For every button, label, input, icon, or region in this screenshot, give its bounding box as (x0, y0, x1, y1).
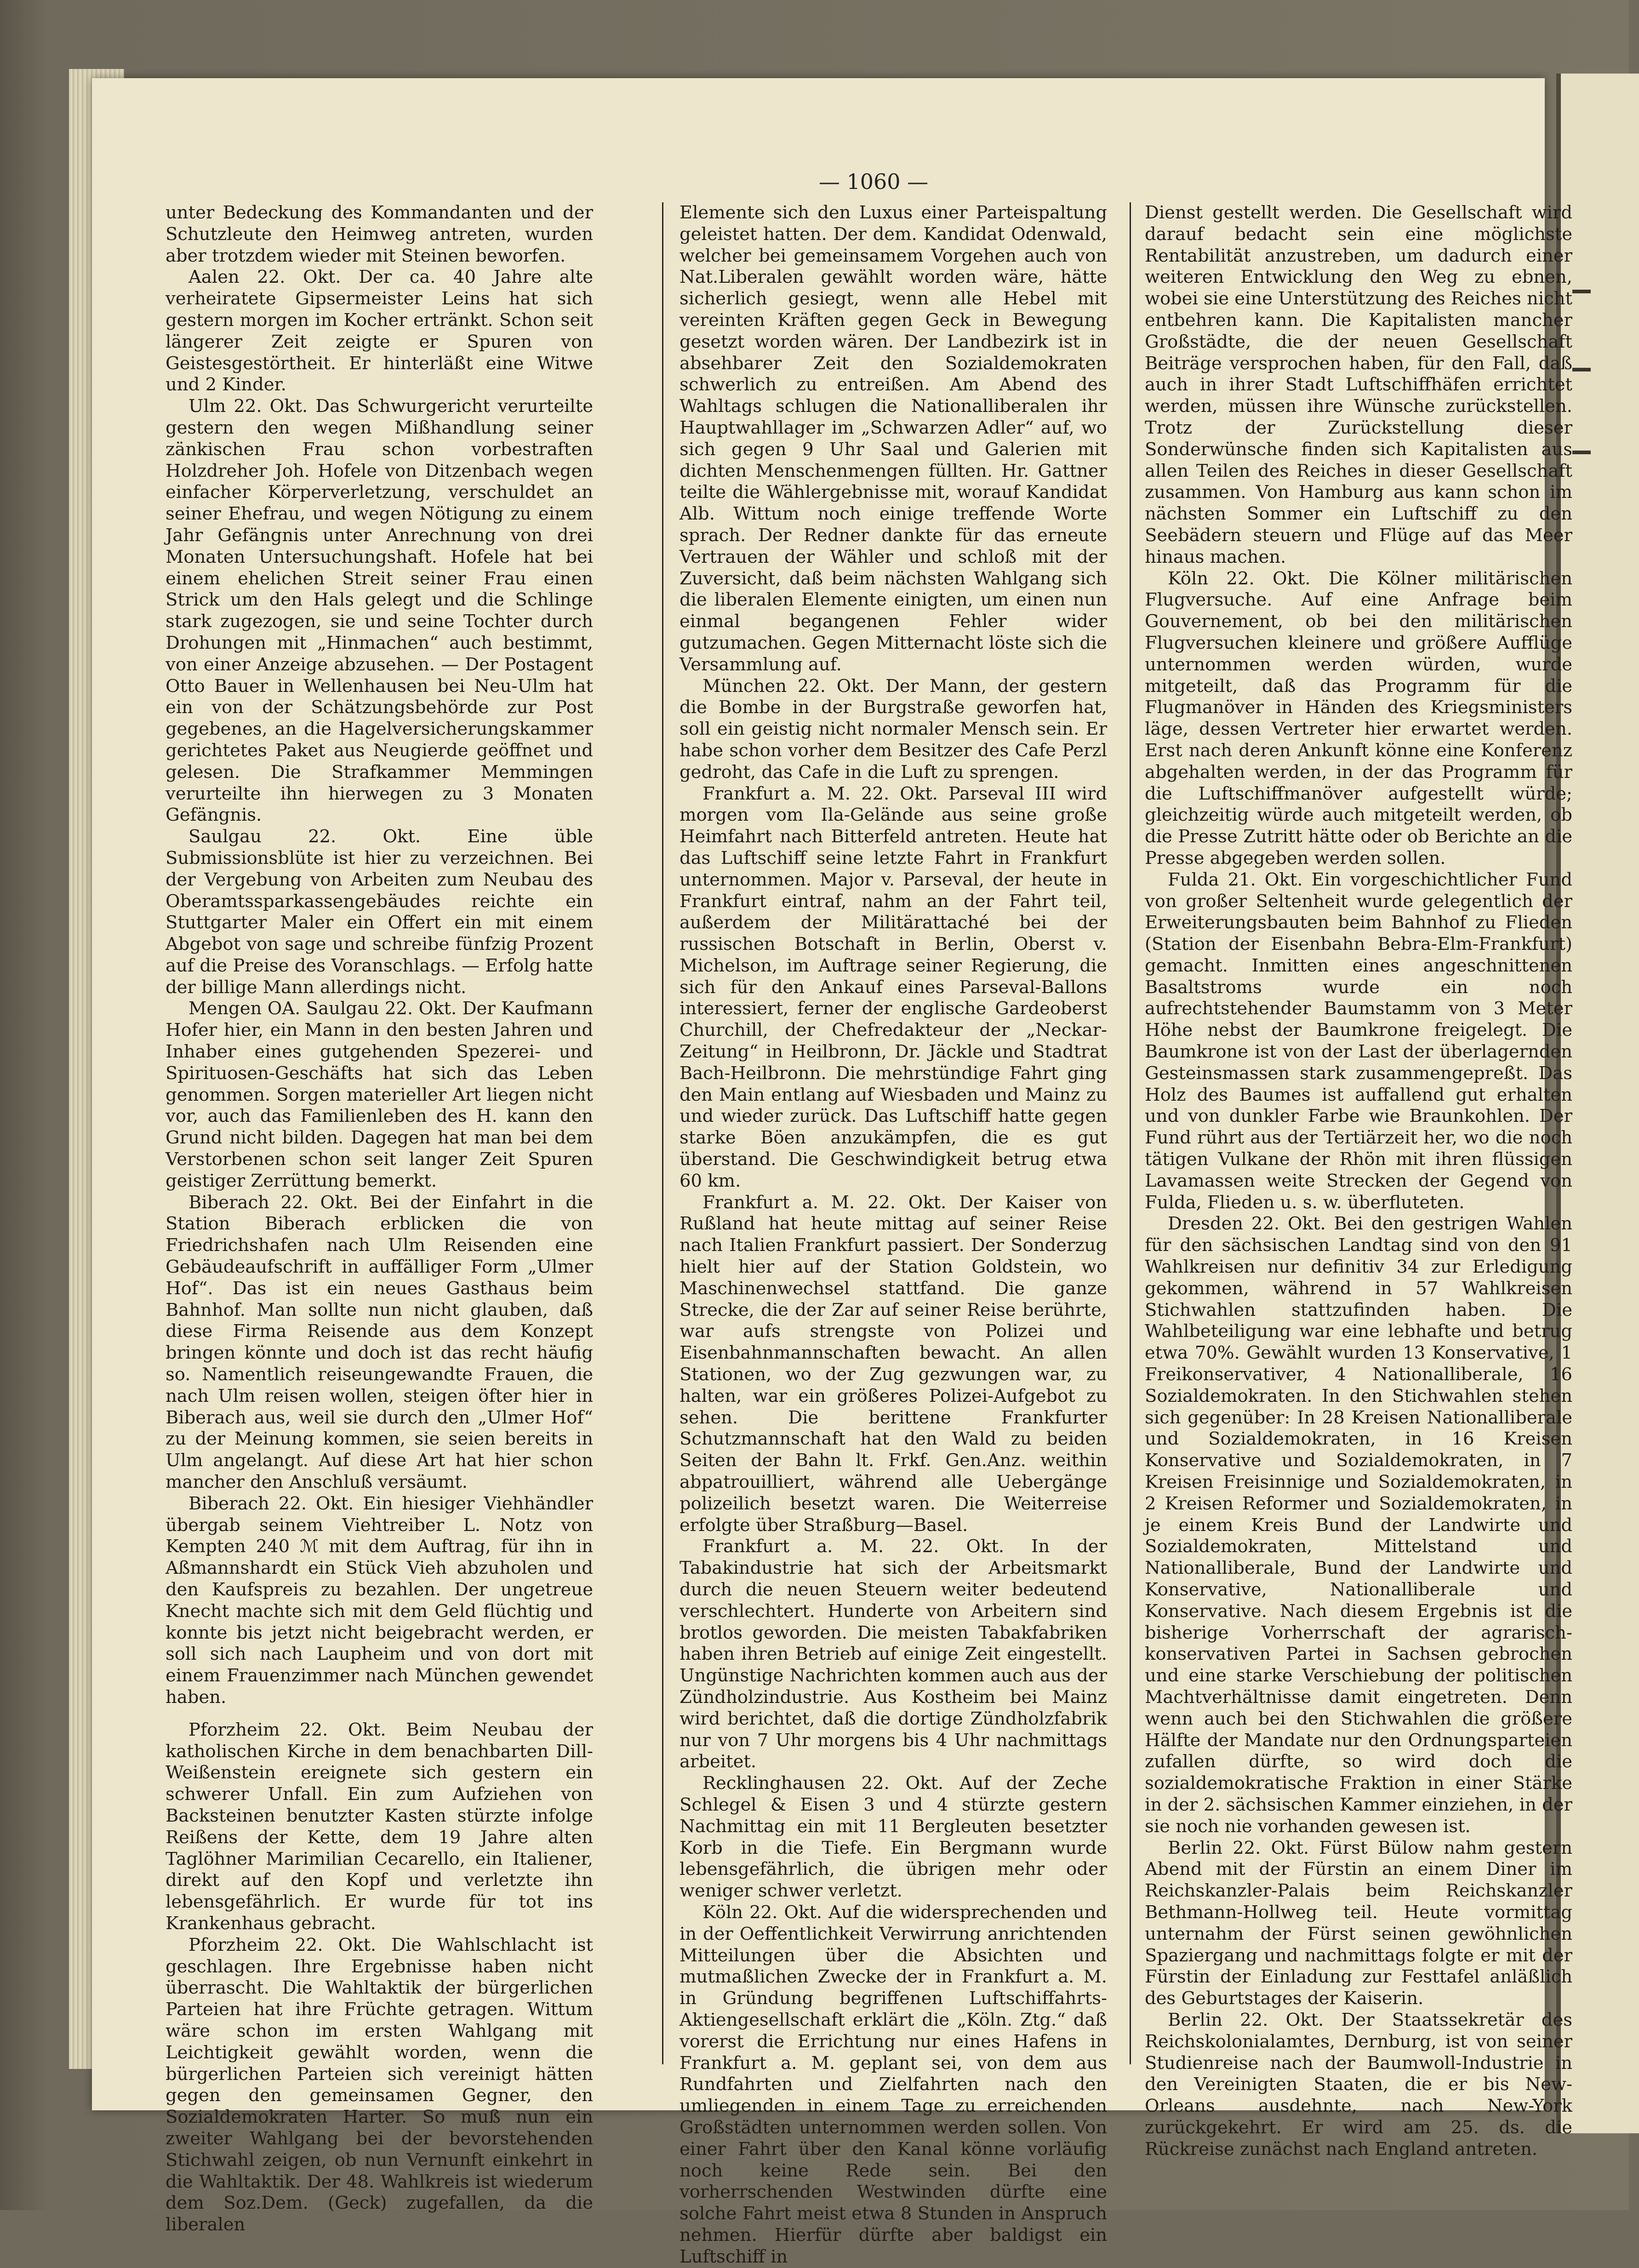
article-paragraph: Frankfurt a. M. 22. Okt. Der Kaiser von Rußland hat heute mittag auf seiner Reise nach Italien Frankfurt passiert. Der Sonderzug hielt hier auf der Station Goldstein, wo Maschinenwechsel stattfand. Die ganze Strecke, die der Zar auf seiner Reise berührte, war aufs strengste von Polizei und Eisenbahnmannschaften bewacht. An allen Stationen, wo der Zug gezwungen war, zu halten, war ein größeres Polizei-Aufgebot zu sehen. Die berittene Frankfurter Schutzmannschaft hat den Wald zu beiden Seiten der Bahn lt. Frkf. Gen.Anz. weithin abpatrouilliert, während alle Uebergänge polizeilich besetzt waren. Die Weiterreise erfolgte über Straßburg—Basel. (680, 1192, 1107, 1536)
article-paragraph: Saulgau 22. Okt. Eine üble Submissionsblüte ist hier zu verzeichnen. Bei der Vergebung von Arbeiten zum Neubau des Oberamtssparkassengebäudes reichte ein Stuttgarter Maler ein Offert ein mit einem Abgebot von sage und schreibe fünfzig Prozent auf die Preise des Voranschlags. — Erfolg hatte der billige Mann allerdings nicht. (166, 826, 593, 998)
article-paragraph: Dienst gestellt werden. Die Gesellschaft wird darauf bedacht sein eine möglichste Rentabilität anzustreben, um dadurch einer weiteren Entwicklung den Weg zu ebnen, wobei sie eine Unterstützung des Reiches nicht entbehren kann. Die Kapitalisten mancher Großstädte, die der neuen Gesellschaft Beiträge versprochen haben, für den Fall, daß auch in ihrer Stadt Luftschiffhäfen errichtet werden, müssen ihre Wünsche zurückstellen. Trotz der Zurückstellung dieser Sonderwünsche finden sich Kapitalisten aus allen Teilen des Reiches in dieser Gesellschaft zusammen. Von Hamburg aus kann schon im nächsten Sommer ein Luftschiff zu den Seebädern steuern und Flüge auf das Meer hinaus machen. (1145, 202, 1572, 567)
article-paragraph: Frankfurt a. M. 22. Okt. In der Tabakindustrie hat sich der Arbeitsmarkt durch die neuen Steuern weiter bedeutend verschlechtert. Hunderte von Arbeitern sind brotlos geworden. Die meisten Tabakfabriken haben ihren Betrieb auf einige Zeit eingestellt. Ungünstige Nachrichten kommen auch aus der Zündholzindustrie. Aus Kostheim bei Mainz wird berichtet, daß die dortige Zündholzfabrik nur von 7 Uhr morgens bis 4 Uhr nachmittags arbeitet. (680, 1536, 1107, 1772)
column-divider-1 (662, 202, 663, 2064)
article-paragraph: Berlin 22. Okt. Der Staatssekretär des Reichskolonialamtes, Dernburg, ist von seiner Studienreise nach der Baumwoll-Industrie in den Vereinigten Staaten, die er bis New-Orleans ausdehnte, nach New-York zurückgekehrt. Er wird am 25. ds. die Rückreise zunächst nach England antreten. (1145, 2009, 1572, 2159)
text-column-2 (680, 202, 1107, 2267)
article-paragraph: Fulda 21. Okt. Ein vorgeschichtlicher Fund von großer Seltenheit wurde gelegentlich der Erweiterungsbauten beim Bahnhof zu Flieden (Station der Eisenbahn Bebra-Elm-Frankfurt) gemacht. Inmitten eines angeschnittenen Basaltstroms wurde ein noch aufrechtstehender Baumstamm von 3 Meter Höhe nebst der Baumkrone freigelegt. Die Baumkrone ist von der Last der überlagernden Gesteinsmassen stark zusammengepreßt. Das Holz des Baumes ist auffallend gut erhalten und von dunkler Farbe wie Braunkohlen. Der Fund rührt aus der Tertiärzeit her, wo die noch tätigen Vulkane der Rhön mit ihren flüssigen Lavamassen weite Strecken der Gegend von Fulda, Flieden u. s. w. überfluteten. (1145, 869, 1572, 1213)
article-paragraph: Biberach 22. Okt. Bei der Einfahrt in die Station Biberach erblicken die von Friedrichshafen nach Ulm Reisenden eine Gebäudeaufschrift in auffälliger Form „Ulmer Hof“. Das ist ein neues Gasthaus beim Bahnhof. Man sollte nun nicht glauben, daß diese Firma Reisende aus dem Konzept bringen könnte und doch ist das recht häufig so. Namentlich reiseungewandte Frauen, die nach Ulm reisen wollen, steigen öfter hier in Biberach aus, weil sie durch den „Ulmer Hof“ zu der Meinung kommen, sie seien bereits in Ulm angelangt. Auf diese Art hat hier schon mancher den Anschluß versäumt. (166, 1192, 593, 1493)
text-column-1 (166, 202, 593, 2235)
article-paragraph: Mengen OA. Saulgau 22. Okt. Der Kaufmann Hofer hier, ein Mann in den besten Jahren und Inhaber eines gutgehenden Spezerei- und Spirituosen-Geschäfts hat sich das Leben genommen. Sorgen materieller Art liegen nicht vor, auch das Familienleben des H. kann den Grund nicht bilden. Dagegen hat man bei dem Verstorbenen schon seit langer Zeit Spuren geistiger Zerrüttung bemerkt. (166, 998, 593, 1191)
article-paragraph: unter Bedeckung des Kommandanten und der Schutzleute den Heimweg antreten, wurden aber trotzdem wieder mit Steinen beworfen. (166, 202, 593, 266)
text-column-3 (1145, 202, 1572, 2159)
article-paragraph: Dresden 22. Okt. Bei den gestrigen Wahlen für den sächsischen Landtag sind von den 91 Wahlkreisen nur definitiv 34 zur Erledigung gekommen, während in 57 Wahlkreisen Stichwahlen stattzufinden haben. Die Wahlbeteiligung war eine lebhafte und betrug etwa 70%. Gewählt wurden 13 Konservative, 1 Freikonservativer, 4 Nationalliberale, 16 Sozialdemokraten. In den Stichwahlen stehen sich gegenüber: In 28 Kreisen Nationalliberale und Sozialdemokraten, in 16 Kreisen Konservative und Sozialdemokraten, in 7 Kreisen Freisinnige und Sozialdemokraten, in 2 Kreisen Reformer und Sozialdemokraten, in je einem Kreis Bund der Landwirte und Sozialdemokraten, Mittelstand und Nationalliberale, Bund der Landwirte und Konservative, Nationalliberale und Konservative. Nach diesem Ergebnis ist die bisherige Vorherrschaft der agrarisch-konservativen Partei in Sachsen gebrochen und eine starke Verschiebung der politischen Machtverhältnisse damit eingetreten. Denn wenn auch bei den Stichwahlen die größere Hälfte der Mandate nur den Ordnungsparteien zufallen dürfte, so wird doch die sozialdemokratische Fraktion in einer Stärke in der 2. sächsischen Kammer einziehen, in der sie noch nie vorhanden gewesen ist. (1145, 1213, 1572, 1837)
article-paragraph: München 22. Okt. Der Mann, der gestern die Bombe in der Burgstraße geworfen hat, soll ein geistig nicht normaler Mensch sein. Er habe schon vorher dem Besitzer des Cafe Perzl gedroht, das Cafe in die Luft zu sprengen. (680, 675, 1107, 783)
article-paragraph: Biberach 22. Okt. Ein hiesiger Viehhändler übergab seinem Viehtreiber L. Notz von Kempten 240 ℳ mit dem Auftrag, für ihn in Aßmannshardt ein Stück Vieh abzuholen und den Kaufspreis zu bezahlen. Der ungetreue Knecht machte sich mit dem Geld flüchtig und konnte bis jetzt nicht beigebracht werden, er soll sich nach Laupheim und von dort mit einem Frauenzimmer nach München gewendet haben. (166, 1493, 593, 1708)
article-paragraph: Recklinghausen 22. Okt. Auf der Zeche Schlegel & Eisen 3 und 4 stürzte gestern Nachmittag ein mit 11 Bergleuten besetzter Korb in die Tiefe. Ein Bergmann wurde lebensgefährlich, die übrigen mehr oder weniger schwer verletzt. (680, 1773, 1107, 1902)
article-paragraph: Pforzheim 22. Okt. Die Wahlschlacht ist geschlagen. Ihre Ergebnisse haben nicht überrascht. Die Wahltaktik der bürgerlichen Parteien hat ihre Früchte getragen. Wittum wäre schon im ersten Wahlgang mit Leichtigkeit gewählt worden, wenn die bürgerlichen Parteien sich vereinigt hätten gegen den gemeinsamen Gegner, den Sozialdemokraten Harter. So muß nun ein zweiter Wahlgang bei der bevorstehenden Stichwahl zeigen, ob nun Vernunft einkehrt in die Wahltaktik. Der 48. Wahlkreis ist wiederum dem Soz.Dem. (Geck) zugefallen, da die liberalen (166, 1934, 593, 2235)
article-paragraph: Ulm 22. Okt. Das Schwurgericht verurteilte gestern den wegen Mißhandlung seiner zänkischen Frau schon vorbestraften Holzdreher Joh. Hofele von Ditzenbach wegen einfacher Körperverletzung, verschuldet an seiner Ehefrau, und wegen Nötigung zu einem Jahr Gefängnis unter Anrechnung von drei Monaten Untersuchungshaft. Hofele hat bei einem ehelichen Streit seiner Frau einen Strick um den Hals gelegt und die Schlinge stark zugezogen, sie und seine Tochter durch Drohungen mit „Hinmachen“ auch bestimmt, von einer Anzeige abzusehen. — Der Postagent Otto Bauer in Wellenhausen bei Neu-Ulm hat ein von der Schätzungsbehörde zur Post gegebenes, an die Hagelversicherungskammer gerichtetes Paket aus Neugierde geöffnet und gelesen. Die Strafkammer Memmingen verurteilte ihn hierwegen zu 3 Monaten Gefängnis. (166, 396, 593, 826)
column-divider-2 (1130, 202, 1131, 2064)
article-paragraph: Elemente sich den Luxus einer Parteispaltung geleistet hatten. Der dem. Kandidat Odenwald, welcher bei gemeinsamem Vorgehen auch von Nat.Liberalen gewählt worden wäre, hätte sicherlich gesiegt, wenn alle Hebel mit vereinten Kräften gegen Geck in Bewegung gesetzt worden wären. Der Landbezirk ist in absehbarer Zeit den Sozialdemokraten schwerlich zu entreißen. Am Abend des Wahltags schlugen die Nationalliberalen ihr Hauptwahllager im „Schwarzen Adler“ auf, wo sich gegen 9 Uhr Saal und Galerien mit dichten Menschenmengen füllten. Hr. Gattner teilte die Wählergebnisse mit, worauf Kandidat Alb. Wittum noch einige treffende Worte sprach. Der Redner dankte für das erneute Vertrauen der Wähler und schloß mit der Zuversicht, daß beim nächsten Wahlgang sich die liberalen Elemente einigten, um einen nun einmal begangenen Fehler wider gutzumachen. Gegen Mitternacht löste sich die Versammlung auf. (680, 202, 1107, 675)
article-paragraph: Aalen 22. Okt. Der ca. 40 Jahre alte verheiratete Gipsermeister Leins hat sich gestern morgen im Kocher ertränkt. Schon seit längerer Zeit zeigte er Spuren von Geistesgestörtheit. Er hinterläßt eine Witwe und 2 Kinder. (166, 267, 593, 395)
page-number: — 1060 — (818, 169, 929, 194)
article-paragraph: Frankfurt a. M. 22. Okt. Parseval III wird morgen vom Ila-Gelände aus seine große Heimfahrt nach Bitterfeld antreten. Heute hat das Luftschiff seine letzte Fahrt in Frankfurt unternommen. Major v. Parseval, der heute in Frankfurt eintraf, nahm an der Fahrt teil, außerdem der Militärattaché bei der russischen Botschaft in Berlin, Oberst v. Michelson, im Auftrage seiner Regierung, die sich für den Ankauf eines Parseval-Ballons interessiert, ferner der englische Gardeoberst Churchill, der Chefredakteur der „Neckar-Zeitung“ in Heilbronn, Dr. Jäckle und Stadtrat Bach-Heilbronn. Die mehrstündige Fahrt ging den Main entlang auf Wiesbaden und Mainz zu und wieder zurück. Das Luftschiff hatte gegen starke Böen anzukämpfen, die es gut überstand. Die Geschwindigkeit betrug etwa 60 km. (680, 783, 1107, 1191)
article-paragraph: Pforzheim 22. Okt. Beim Neubau der katholischen Kirche in dem benachbarten Dill-Weißenstein ereignete sich gestern ein schwerer Unfall. Ein zum Aufziehen von Backsteinen benutzter Kasten stürzte infolge Reißens der Kette, dem 19 Jahre alten Taglöhner Marimilian Cecarello, ein Italiener, direkt auf den Kopf und verletzte ihn lebensgefährlich. Er wurde für tot ins Krankenhaus gebracht. (166, 1719, 593, 1934)
article-paragraph: Köln 22. Okt. Auf die widersprechenden und in der Oeffentlichkeit Verwirrung anrichtenden Mitteilungen über die Absichten und mutmaßlichen Zwecke der in Frankfurt a. M. in Gründung begriffenen Luftschiffahrts-Aktiengesellschaft erklärt die „Köln. Ztg.“ daß vorerst die Errichtung nur eines Hafens in Frankfurt a. M. geplant sei, von dem aus Rundfahrten und Zielfahrten nach den umliegenden in einem Tage zu erreichenden Großstädten unternommen werden sollen. Von einer Fahrt über den Kanal könne vorläufig noch keine Rede sein. Bei den vorherrschenden Westwinden dürfte eine solche Fahrt meist etwa 8 Stunden in Anspruch nehmen. Hierfür dürfte aber baldigst ein Luftschiff in (680, 1902, 1107, 2267)
article-paragraph: Berlin 22. Okt. Fürst Bülow nahm gestern Abend mit der Fürstin an einem Diner im Reichskanzler-Palais beim Reichskanzler Bethmann-Hollweg teil. Heute vormittag unternahm der Fürst seinen gewöhnlichen Spaziergang und nachmittags folgte er mit der Fürstin der Einladung zur Festtafel anläßlich des Geburtstages der Kaiserin. (1145, 1837, 1572, 2009)
article-paragraph: Köln 22. Okt. Die Kölner militärischen Flugversuche. Auf eine Anfrage beim Gouvernement, ob bei den militärischen Flugversuchen kleinere und größere Aufflüge unternommen werden würden, wurde mitgeteilt, daß das Programm für die Flugmanöver in Händen des Kriegsministers läge, dessen Vertreter hier erwartet werden. Erst nach deren Ankunft könne eine Konferenz abgehalten werden, in der das Programm für die Luftschiffmanöver aufgestellt würde; gleichzeitig würde auch mitgeteilt werden, ob die Presse Zutritt hätte oder ob Berichte an die Presse abgegeben werden sollen. (1145, 568, 1572, 868)
